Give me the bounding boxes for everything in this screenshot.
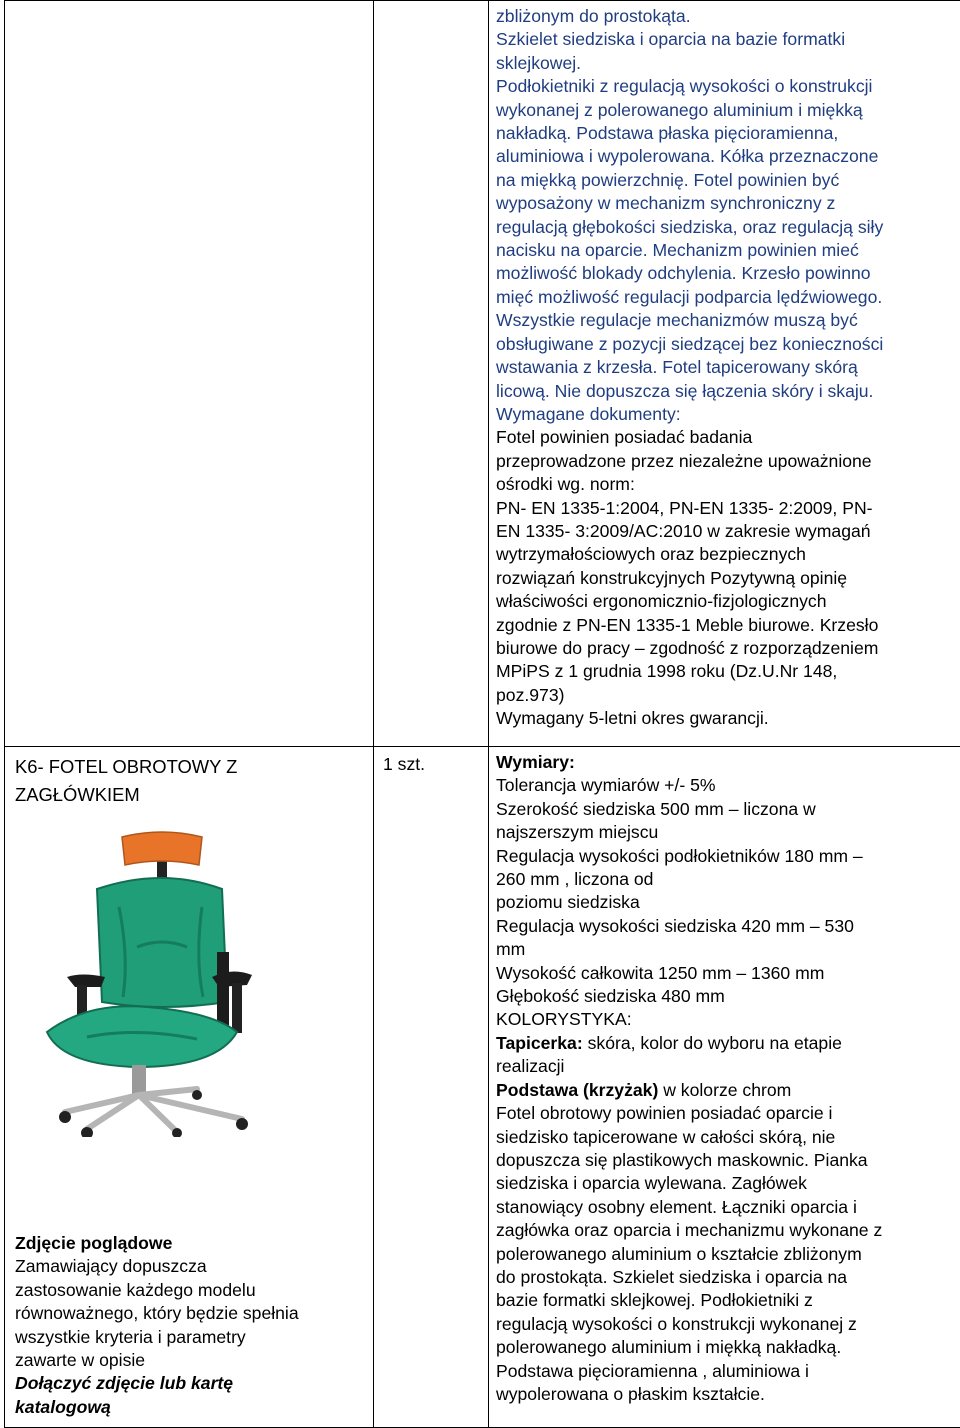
text-line: Szerokość siedziska 500 mm – liczona w <box>496 798 960 821</box>
empty-cell <box>5 1 374 747</box>
text-line: Wymagany 5-letni okres gwarancji. <box>496 707 960 730</box>
upholstery-line <box>496 1032 960 1055</box>
text-line: EN 1335- 3:2009/AC:2010 w zakresie wymagań <box>496 520 960 543</box>
text-line: Zamawiający dopuszcza <box>15 1255 367 1278</box>
text-line: wypolerowana o płaskim kształcie. <box>496 1383 960 1406</box>
text-line: polerowanego aluminium o kształcie zbliżonym <box>496 1243 960 1266</box>
text-line: właściwości ergonomicznio-fizjologicznych <box>496 590 960 613</box>
empty-cell <box>374 1 489 747</box>
text-line: siedzisko tapicerowane w całości skórą, nie <box>496 1126 960 1149</box>
chair-base <box>65 1089 242 1132</box>
text-line: aluminiowa i wypolerowana. Kółka przeznaczone <box>496 145 960 168</box>
base-text: w kolorze chrom <box>658 1080 791 1100</box>
text-line: do prostokąta. Szkielet siedziska i oparcia na <box>496 1266 960 1289</box>
text-line: Podłokietniki z regulacją wysokości o konstrukcji <box>496 75 960 98</box>
text-line: wstawania z krzesła. Fotel tapicerowany skórą <box>496 356 960 379</box>
text-line: licową. Nie dopuszcza się łączenia skóry i skaju. <box>496 380 960 403</box>
text-line: Regulacja wysokości siedziska 420 mm – 530 <box>496 915 960 938</box>
text-line: sklejkowej. <box>496 52 960 75</box>
chair-photo <box>27 827 357 1137</box>
text-line: Fotel powinien posiadać badania <box>496 426 960 449</box>
text-line: Regulacja wysokości podłokietników 180 mm – <box>496 845 960 868</box>
table-row <box>5 1 960 747</box>
text-line: na miękką powierzchnię. Fotel powinien być <box>496 169 960 192</box>
text-line: Wszystkie regulacje mechanizmów muszą być <box>496 309 960 332</box>
product-cell <box>5 747 374 1428</box>
text-line: zgodnie z PN-EN 1335-1 Meble biurowe. Krzesło <box>496 614 960 637</box>
gas-lift <box>132 1065 146 1095</box>
text-line: siedziska i oparcia wylewana. Zagłówek <box>496 1172 960 1195</box>
spec-table <box>4 0 960 1428</box>
text-line: możliwość blokady odchylenia. Krzesło powinno <box>496 262 960 285</box>
text-line: nakładką. Podstawa płaska pięcioramienna, <box>496 122 960 145</box>
text-line: ZAGŁÓWKIEM <box>15 781 367 809</box>
text-line: polerowanego aluminium i miękką nakładką. <box>496 1336 960 1359</box>
text-line: bazie formatki sklejkowej. Podłokietniki z <box>496 1289 960 1312</box>
text-line: wytrzymałościowych oraz bezpiecznych <box>496 543 960 566</box>
text-line: PN- EN 1335-1:2004, PN-EN 1335- 2:2009, PN- <box>496 497 960 520</box>
description-cell <box>489 1 960 747</box>
text-line: zastosowanie każdego modelu <box>15 1279 367 1302</box>
text-line: realizacji <box>496 1055 960 1078</box>
text-line: stanowiący osobny element. Łączniki oparcia i <box>496 1196 960 1219</box>
text-line: wyposażony w mechanizm synchroniczny z <box>496 192 960 215</box>
text-line: mm <box>496 938 960 961</box>
text-line: ośrodki wg. norm: <box>496 473 960 496</box>
dimensions-cell <box>489 747 960 1428</box>
text-line: rozwiązań konstrukcyjnych Pozytywną opinię <box>496 567 960 590</box>
text-line: regulacją głębokości siedziska, oraz regulacją siły <box>496 216 960 239</box>
headrest <box>122 832 202 865</box>
text-line: KOLORYSTYKA: <box>496 1008 960 1031</box>
table-row <box>5 747 960 1428</box>
quantity-cell <box>374 747 489 1428</box>
dims-heading: Wymiary: <box>496 751 960 774</box>
upholstery-label: Tapicerka: <box>496 1033 583 1053</box>
base-label: Podstawa (krzyżak) <box>496 1080 658 1100</box>
text-line: nacisku na oparcie. Mechanizm powinien mieć <box>496 239 960 262</box>
product-title <box>15 753 367 809</box>
text-line: regulacją wysokości o konstrukcji wykonanej z <box>496 1313 960 1336</box>
text-line: dopuszcza się plastikowych maskownic. Pianka <box>496 1149 960 1172</box>
text-line: mięć możliwość regulacji podparcia lędźwiowego. <box>496 286 960 309</box>
quantity: 1 szt. <box>383 753 488 776</box>
text-line: zbliżonym do prostokąta. <box>496 5 960 28</box>
docs-heading: Wymagane dokumenty: <box>496 403 960 426</box>
upholstery-text: skóra, kolor do wyboru na etapie <box>583 1033 842 1053</box>
text-line: zawarte w opisie <box>15 1349 367 1372</box>
text-line: zagłówka oraz oparcia i mechanizmu wykonane z <box>496 1219 960 1242</box>
caption <box>15 1232 367 1419</box>
base-line <box>496 1079 960 1102</box>
text-line: Tolerancja wymiarów +/- 5% <box>496 774 960 797</box>
description-text <box>496 5 960 403</box>
text-line: K6- FOTEL OBROTOWY Z <box>15 753 367 781</box>
text-line: poziomu siedziska <box>496 891 960 914</box>
text-line: 260 mm , liczona od <box>496 868 960 891</box>
text-line: poz.973) <box>496 684 960 707</box>
text-line: równoważnego, który będzie spełnia <box>15 1302 367 1325</box>
caption-heading: Zdjęcie poglądowe <box>15 1232 367 1255</box>
text-line: Podstawa pięcioramienna , aluminiowa i <box>496 1360 960 1383</box>
text-line: przeprowadzone przez niezależne upoważnione <box>496 450 960 473</box>
text-line: wszystkie kryteria i parametry <box>15 1326 367 1349</box>
text-line: Fotel obrotowy powinien posiadać oparcie i <box>496 1102 960 1125</box>
text-line: Głębokość siedziska 480 mm <box>496 985 960 1008</box>
text-line: wykonanej z polerowanego aluminium i miękką <box>496 99 960 122</box>
text-line: biurowe do pracy – zgodność z rozporządzeniem <box>496 637 960 660</box>
seat <box>47 1006 237 1067</box>
text-line: katalogową <box>15 1396 367 1419</box>
text-line: obsługiwane z pozycji siedzącej bez konieczności <box>496 333 960 356</box>
text-line: najszerszym miejscu <box>496 821 960 844</box>
text-line: Dołączyć zdjęcie lub kartę <box>15 1372 367 1395</box>
text-line: Wysokość całkowita 1250 mm – 1360 mm <box>496 962 960 985</box>
text-line: MPiPS z 1 grudnia 1998 roku (Dz.U.Nr 148, <box>496 660 960 683</box>
docs-text <box>496 426 960 730</box>
text-line: Szkielet siedziska i oparcia na bazie formatki <box>496 28 960 51</box>
